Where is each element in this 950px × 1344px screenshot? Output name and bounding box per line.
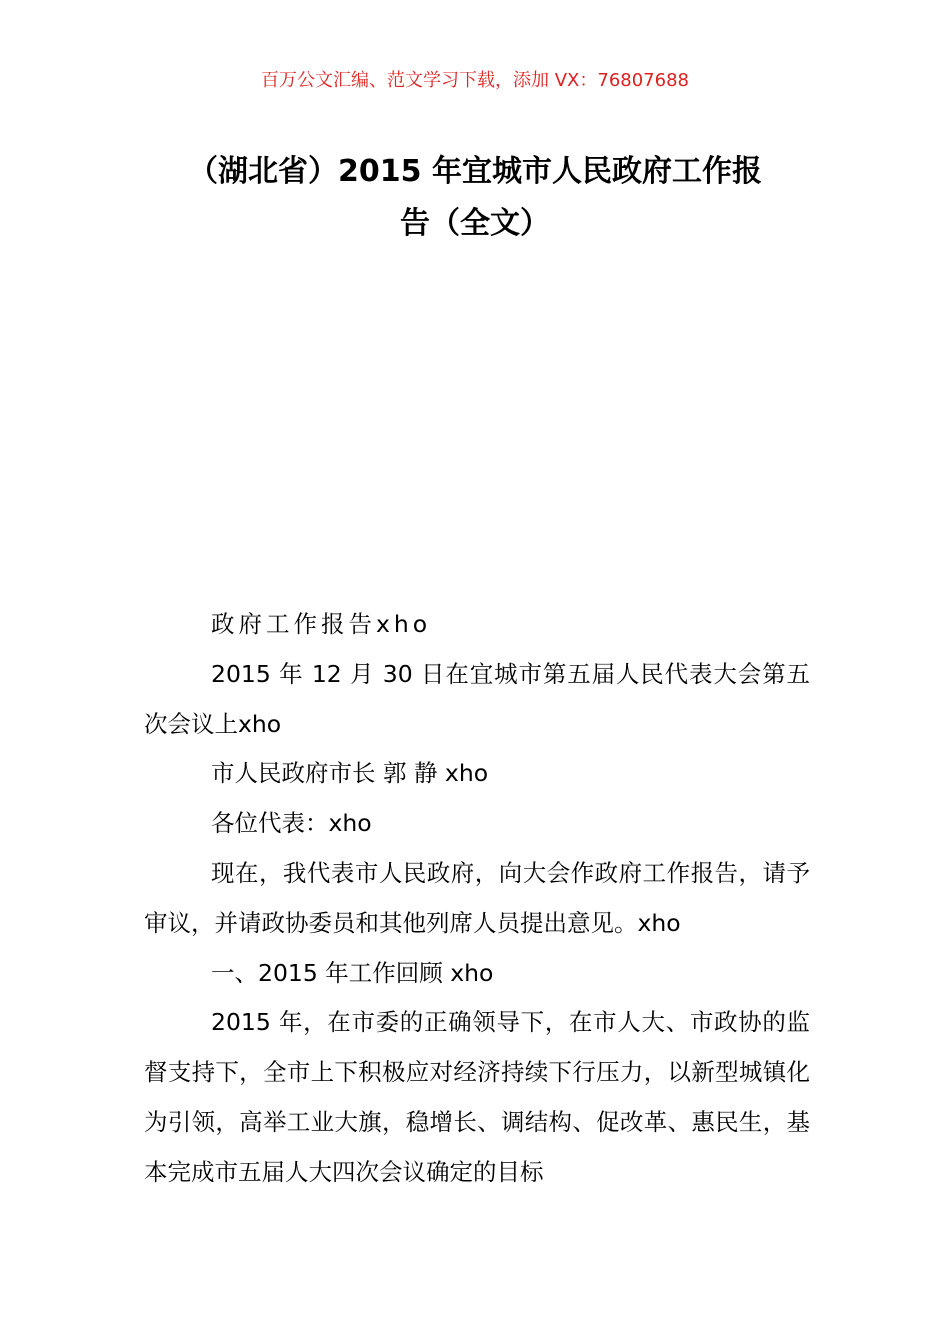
document-body	[144, 600, 810, 1198]
paragraph-salutation: 各位代表：xho	[211, 809, 372, 838]
header-note: 百万公文汇编、范文学习下载，添加 VX：76807688	[261, 70, 689, 91]
paragraph-meeting-date: 2015 年 12 月 30 日在宜城市第五届人民代表大会第五次会议上xho	[144, 659, 810, 738]
paragraph-report-heading: 政府工作报告xho	[211, 610, 432, 638]
paragraph-review: 2015 年，在市委的正确领导下，在市人大、市政协的监督支持下，全市上下积极应对经济持续下行压力，以新型城镇化为引领，高举工业大旗，稳增长、调结构、促改革、惠民生，基本完成市五届人大四次会议确定的目标	[144, 1008, 810, 1186]
paragraph-opening: 现在，我代表市人民政府，向大会作政府工作报告，请予审议，并请政协委员和其他列席人员提出意见。xho	[144, 858, 810, 937]
title-line-1: （湖北省）2015 年宜城市人民政府工作报	[188, 154, 762, 189]
paragraph-section-heading: 一、2015 年工作回顾 xho	[211, 958, 494, 987]
paragraph-speaker: 市人民政府市长 郭 静 xho	[211, 759, 489, 788]
title-line-2: 告（全文）	[400, 206, 550, 241]
document-title	[140, 146, 810, 250]
